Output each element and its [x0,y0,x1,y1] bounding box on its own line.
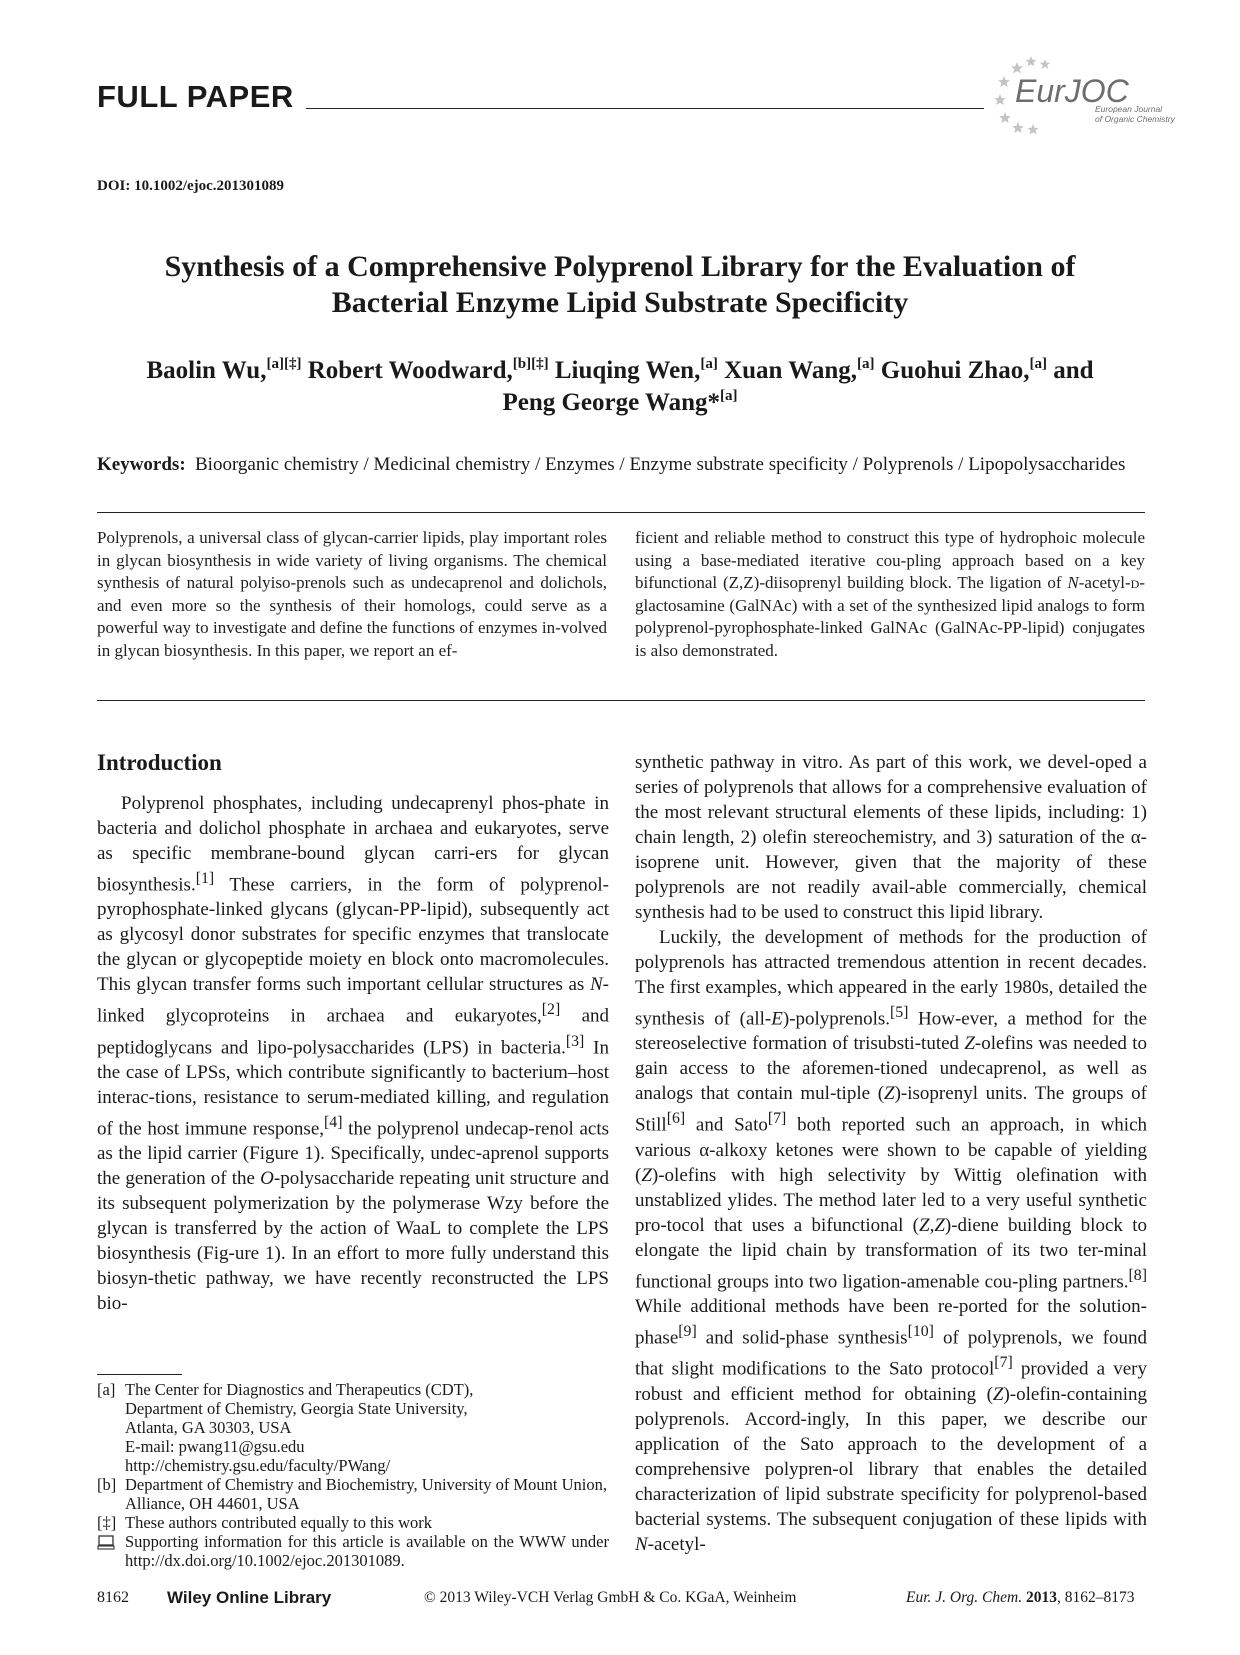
journal-year: 2013 [1025,1589,1057,1606]
body-text: )-olefin-containing polyprenols. Accord-ingly, In this paper, we describe our application of the Sato approach to the development of a comprehensive polypren-ol library that enables the detailed characterization of lipid substrate specificity for polyprenol-based bacterial systems. The subsequent conjugation of these lipids with [635,1383,1147,1530]
footnote-line: The Center for Diagnostics and Therapeutics (CDT), [125,1380,474,1399]
article-title [120,249,1120,321]
body-column-left [97,791,609,1316]
footnote-line: Alliance, OH 44601, USA [125,1494,300,1513]
abstract-text: -glactosamine (GalNAc) with a set of the synthesized lipid analogs to form polyprenol-pyrophosphate-linked GalNAc (GalNAc-PP-lipid) conjugates is also demonstrated. [635,573,1145,660]
footnote-a [97,1380,609,1475]
author-name: Peng George Wang* [502,389,721,416]
body-italic: Z [641,1164,652,1186]
abstract-right [635,527,1145,662]
abstract-text: ficient and reliable method to construct this type of hydrophoic molecule using a base-mediated iterative cou-pling approach based on a key bifunctional (Z,Z)-diisoprenyl building block. The ligation of [635,528,1145,592]
body-paragraph [97,791,609,1316]
body-text: Polyprenol phosphates, including undecaprenyl phos-phate in bacteria and dolichol phosphate in archaea and eukaryotes, serve as specific membrane-bound glycan carri-ers for glycan biosynthesis. [97,793,609,896]
body-text: -polysaccharide repeating unit structure and its subsequent polymerization by the polymerase Wzy before the glycan is transferred by the action of WaaL to complete the LPS biosynthesis (Fig-ure 1). In an effort to more fully understand this biosyn-thetic pathway, we have recently reconstructed the LPS bio- [97,1168,609,1315]
body-text: and solid-phase synthesis [696,1327,908,1349]
footnote-url: http://chemistry.gsu.edu/faculty/PWang/ [125,1456,391,1475]
journal-pages: , 8162–8173 [1056,1589,1135,1606]
abstract-rule-bottom [97,700,1145,701]
title-line-2: Bacterial Enzyme Lipid Substrate Specificity [331,286,909,319]
logo-wordmark: EurJOC [1015,73,1129,109]
section-heading-introduction: Introduction [97,750,222,775]
authors-and: and [1053,357,1094,384]
affiliation-footnotes [97,1380,609,1570]
journal-abbrev: Eur. J. Org. Chem. [906,1589,1023,1606]
citation-ref: [7] [767,1110,787,1128]
title-line-1: Synthesis of a Comprehensive Polyprenol Library for the Evaluation of [164,250,1076,283]
journal-citation [906,1589,1134,1607]
body-italic: N [635,1533,648,1555]
citation-ref: [4] [324,1113,343,1131]
page-number: 8162 [97,1589,129,1606]
citation-ref: [8] [1128,1266,1147,1284]
body-italic: O [260,1168,274,1190]
body-italic: N [589,974,603,996]
body-text: provided a very robust and efficient method for obtaining ( [635,1358,1147,1405]
body-paragraph: synthetic pathway in vitro. As part of this work, we devel-oped a series of polyprenols that allows for a comprehensive evaluation of the most relevant structural elements of these lipids, including: 1) chain length, 2) olefin stereochemistry, and 3) saturation of the α-isoprene unit. However, given that the majority of these polyprenols are not readily avail-able commercially, chemical synthesis had to be used to construct this lipid library. [635,752,1147,923]
footnote-mark: [b] [97,1475,117,1494]
footnote-b [97,1475,609,1513]
header-rule [306,108,984,109]
body-text: )-diene building block to elongate the lipid chain by transformation of its two ter-minal functional groups into two ligation-amenable cou-pling partners. [635,1214,1147,1292]
section-label: FULL PAPER [97,79,294,114]
footnote-line: Department of Chemistry and Biochemistry, University of Mount Union, [125,1475,607,1494]
author-affil: [a] [1029,356,1047,372]
abstract-rule-top [97,512,1145,513]
body-text: -acetyl- [647,1533,706,1555]
citation-ref: [1] [195,870,215,887]
author-affil: [a] [857,356,875,372]
computer-icon [97,1535,115,1550]
author-affil: [a] [720,388,738,404]
body-italic: Z [992,1383,1004,1405]
keywords [97,453,1145,477]
body-italic: E [771,1008,783,1030]
body-italic: Z [964,1033,975,1055]
author-list [90,355,1150,419]
journal-logo [985,52,1175,136]
citation-ref: [3] [565,1032,585,1050]
author-name: Guohui Zhao, [880,357,1030,384]
body-text: the polyprenol undecap-renol acts as the lipid carrier (Figure 1). Specifically, undec-aprenol supports the generation of the [97,1118,610,1190]
citation-ref: [9] [678,1322,697,1340]
body-column-right [635,750,1147,1557]
body-text: )-olefins with high selectivity by Wittig olefination with unstablized ylides. The method later led to a very useful synthetic pro-tocol that uses a bifunctional ( [635,1164,1147,1236]
footnote-line: These authors contributed equally to this work [125,1513,433,1532]
footnote-supporting-info [97,1532,609,1570]
citation-ref: [6] [666,1110,686,1128]
citation-ref: [5] [890,1004,909,1021]
doi: DOI: 10.1002/ejoc.201301089 [97,178,285,194]
abstract-smallcaps: d [1130,573,1140,592]
body-text: While additional methods have been re-ported for the solution-phase [635,1295,1147,1349]
footnote-line: Supporting information for this article is available on the WWW under http://dx.doi.org/10.1002/ejoc.201301089. [125,1532,609,1570]
body-text: both reported such an approach, in which various α-alkoxy ketones were shown to be capable of yielding ( [635,1114,1147,1186]
keywords-text: Bioorganic chemistry / Medicinal chemistry / Enzymes / Enzyme substrate specificity / Polyprenols / Lipopolysaccharides [195,454,1126,475]
citation-ref: [7] [994,1354,1013,1372]
body-text: In the case of LPSs, which contribute significantly to bacterium–host interac-tions, resistance to serum-mediated killing, and regulation of the host immune response, [97,1036,609,1140]
abstract-italic: N [1067,573,1079,592]
body-paragraph [635,925,1147,1557]
body-italic: Z,Z [919,1214,945,1236]
body-text: Luckily, the development of methods for the production of polyprenols has attracted tremendous attention in recent decades. The first examples, which appeared in the early 1980s, detailed the synthesis of (all- [635,927,1147,1030]
copyright: © 2013 Wiley-VCH Verlag GmbH & Co. KGaA, Weinheim [424,1589,797,1606]
footnote-rule [97,1374,182,1375]
citation-ref: [10] [907,1322,934,1340]
citation-ref: [2] [541,1001,561,1019]
body-text: and peptidoglycans and lipo-polysaccharides (LPS) in bacteria. [97,1005,610,1058]
author-affil: [b][‡] [512,356,549,372]
footnote-line: Department of Chemistry, Georgia State University, [125,1399,468,1418]
footnote-line: Atlanta, GA 30303, USA [125,1418,292,1437]
body-text: These carriers, in the form of polyprenol-pyrophosphate-linked glycans (glycan-PP-lipid), subsequently act as glycosyl donor substrates for specific enzymes that translocate the glycan or glycopeptide moiety en block onto macromolecules. This glycan transfer forms such important cellular structures as [97,874,609,996]
author-affil: [a] [700,356,718,372]
author-name: Robert Woodward, [307,357,513,384]
body-text: of polyprenols, we found that slight modifications to the Sato protocol [635,1327,1147,1380]
author-name: Liuqing Wen, [554,357,701,384]
footnote-email: E-mail: pwang11@gsu.edu [125,1437,305,1456]
body-text: -olefins was needed to gain access to the aforemen-tioned undecaprenol, as well as analogs that contain mul-tiple ( [635,1033,1147,1105]
body-italic: Z [884,1083,895,1105]
body-text: -linked glycoproteins in archaea and eukaryotes, [97,974,609,1027]
abstract-text: -acetyl- [1078,573,1131,592]
logo-subtitle-1: European Journal [1095,104,1163,114]
abstract-left: Polyprenols, a universal class of glycan-carrier lipids, play important roles in glycan biosynthesis in wide variety of living organisms. The chemical synthesis of natural polyiso-prenols such as undecaprenol and dolichols, and even more so the synthesis of their homologs, could serve as a powerful way to investigate and define the functions of enzymes in-volved in glycan biosynthesis. In this paper, we report an ef- [97,528,607,660]
wiley-online-library: Wiley Online Library [167,1588,332,1607]
body-text: and Sato [685,1114,768,1136]
body-text: )-isoprenyl units. The groups of Still [635,1083,1148,1136]
footnote-mark: [‡] [97,1513,117,1532]
footnote-dagger [97,1513,609,1532]
body-text: )-polyprenols. [782,1008,890,1030]
author-name: Baolin Wu, [146,357,267,384]
keywords-label: Keywords: [97,454,186,475]
author-affil: [a][‡] [266,356,302,372]
footnote-mark: [a] [97,1380,116,1399]
author-name: Xuan Wang, [724,357,858,384]
body-text: How-ever, a method for the stereoselective formation of trisubsti-tuted [635,1008,1147,1055]
logo-subtitle-2: of Organic Chemistry [1095,114,1175,124]
